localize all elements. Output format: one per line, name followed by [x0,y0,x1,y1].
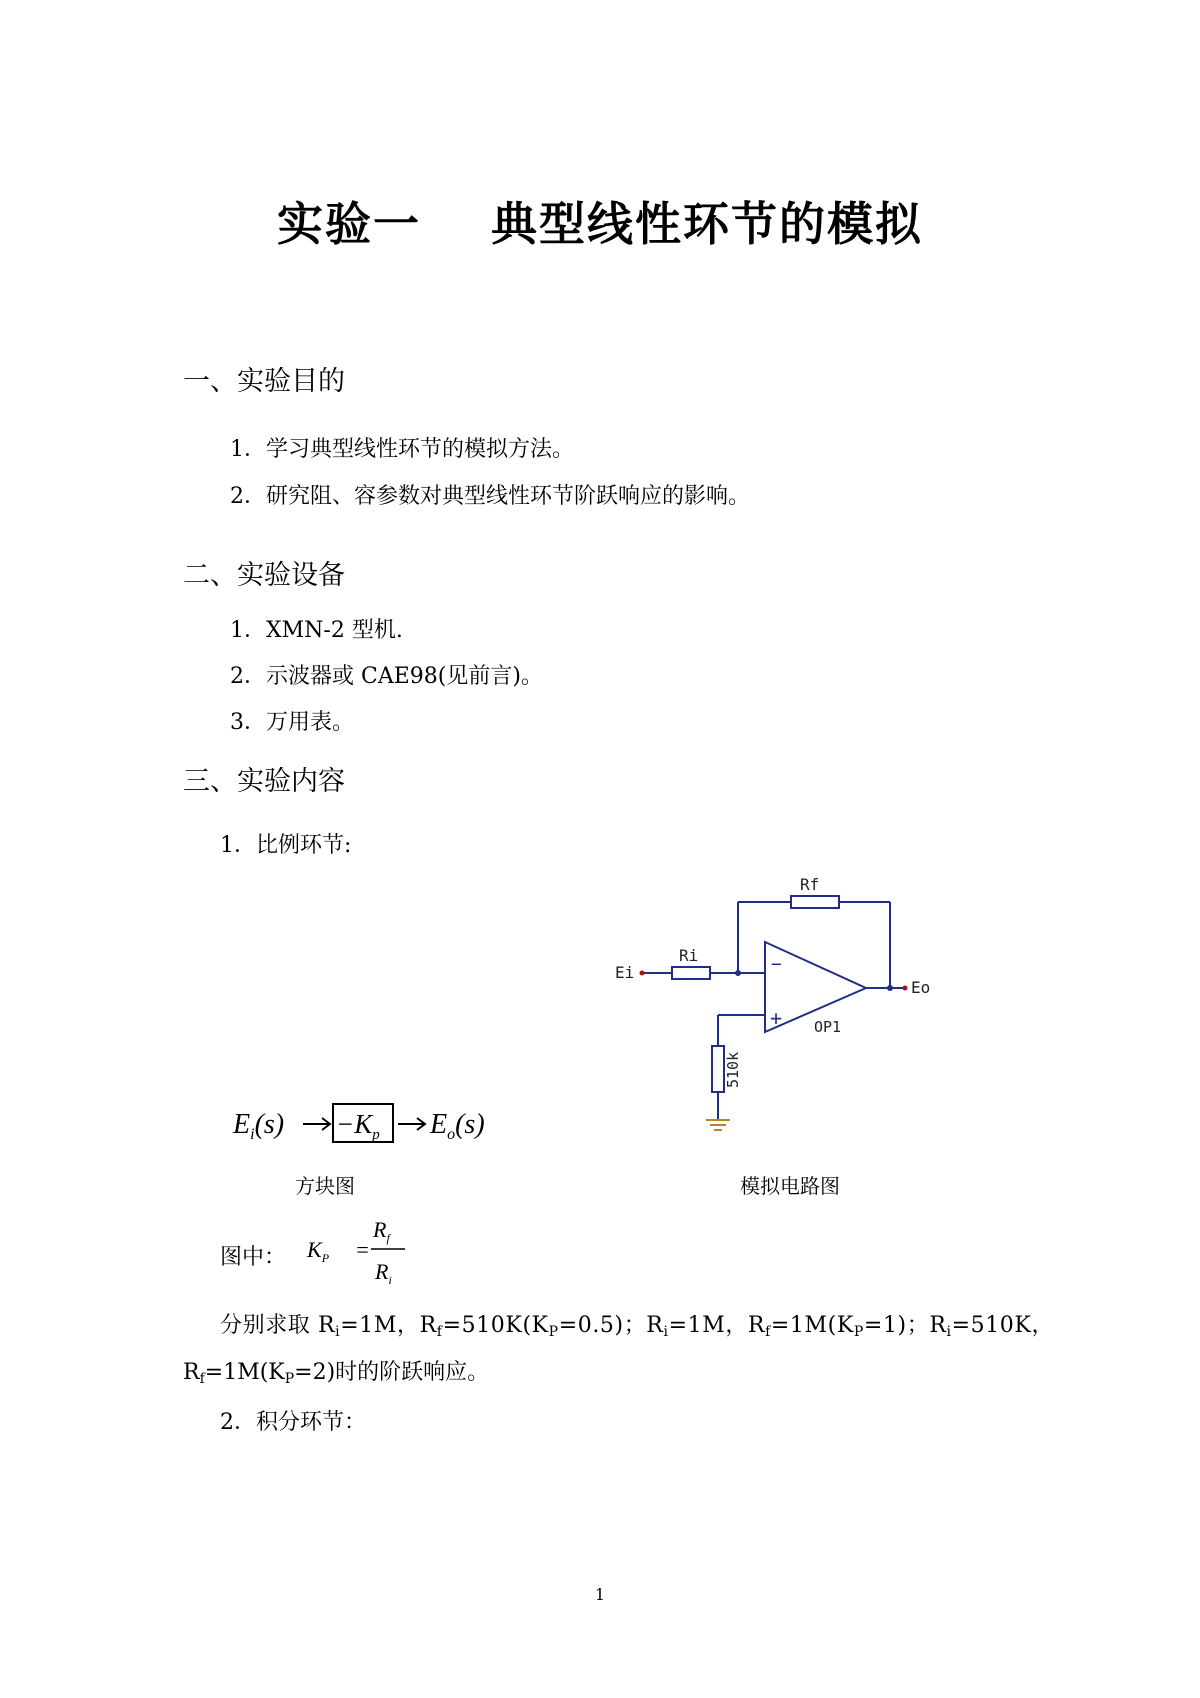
svg-text:Ei(s): $E_i(s)$ [233,1109,285,1143]
section-heading-equipment: 二、实验设备 [183,560,345,591]
text-segment: =0.5)；R [558,1313,664,1338]
subscript: P [284,1371,295,1387]
label-rf: Rf [800,875,820,894]
text-segment: =2)时的阶跃响应。 [294,1360,490,1385]
text-segment: =1M，R [340,1313,437,1338]
node-junction [735,970,741,976]
text-segment: =1)；R [863,1313,947,1338]
node-output [887,985,893,991]
subscript: i [946,1324,952,1340]
subscript: i [335,1324,341,1340]
svg-text:KP: $K_P$ [307,1237,330,1265]
section-heading-content: 三、实验内容 [183,766,345,797]
page-title [0,188,1200,254]
svg-text:Eo(s): $E_o(s)$ [430,1109,485,1143]
resistor-ri [672,967,710,979]
subscript: i [663,1324,669,1340]
title-part2: 典型线性环节的模拟 [491,197,923,251]
kp-formula [305,1215,425,1295]
label-ri: Ri [679,946,699,965]
circuit-diagram [600,870,960,1140]
node-ei [640,971,645,976]
label-ei: Ei [615,963,635,982]
svg-text:Ri: $R_i$ [375,1259,392,1287]
text-segment: =1M，R [668,1313,766,1338]
list-item: 2．积分环节： [220,1410,366,1435]
text-segment: 分别求取 R [220,1313,336,1338]
label-plus: + [770,1006,783,1030]
list-item: 1．XMN-2 型机. [230,618,403,643]
list-item: 2．研究阻、容参数对典型线性环节阶跃响应的影响。 [230,484,750,509]
text-segment: R [183,1360,200,1385]
svg-text:=: = [355,1237,370,1262]
formula-prefix: 图中： [220,1245,287,1270]
title-part1: 实验一 [277,197,421,251]
node-eo [903,986,908,991]
circuit-diagram-caption: 模拟电路图 [740,1174,840,1198]
label-minus: − [771,954,782,975]
svg-text:−Kp: $-K_p$ [336,1109,380,1143]
paragraph-line2 [183,1355,489,1386]
resistor-510k [712,1046,724,1092]
list-item: 2．示波器或 CAE98(见前言)。 [230,664,543,689]
page-number: 1 [594,1585,606,1604]
text-segment: =1M(K [204,1360,285,1385]
text-segment: =510K(K [442,1313,549,1338]
paragraph-line1 [220,1308,1054,1339]
text-segment: =1M(K [770,1313,854,1338]
block-diagram-caption: 方块图 [295,1174,355,1198]
subscript: f [199,1371,205,1387]
resistor-rf [791,896,839,908]
list-item: 1．学习典型线性环节的模拟方法。 [230,437,574,462]
subscript: P [853,1324,864,1340]
label-510k: 510k [724,1051,742,1088]
svg-text:Rf: $R_f$ [373,1217,390,1245]
label-op1: OP1 [814,1018,842,1036]
section-heading-objective: 一、实验目的 [183,366,345,397]
ground-icon [706,1120,730,1130]
block-diagram [228,1095,528,1151]
subscript: P [548,1324,559,1340]
subscript: f [765,1324,771,1340]
subscript: f [436,1324,443,1340]
list-item: 3．万用表。 [230,710,354,735]
list-item: 1．比例环节: [220,833,352,858]
label-eo: Eo [911,978,931,997]
text-segment: =510K， [951,1313,1055,1338]
